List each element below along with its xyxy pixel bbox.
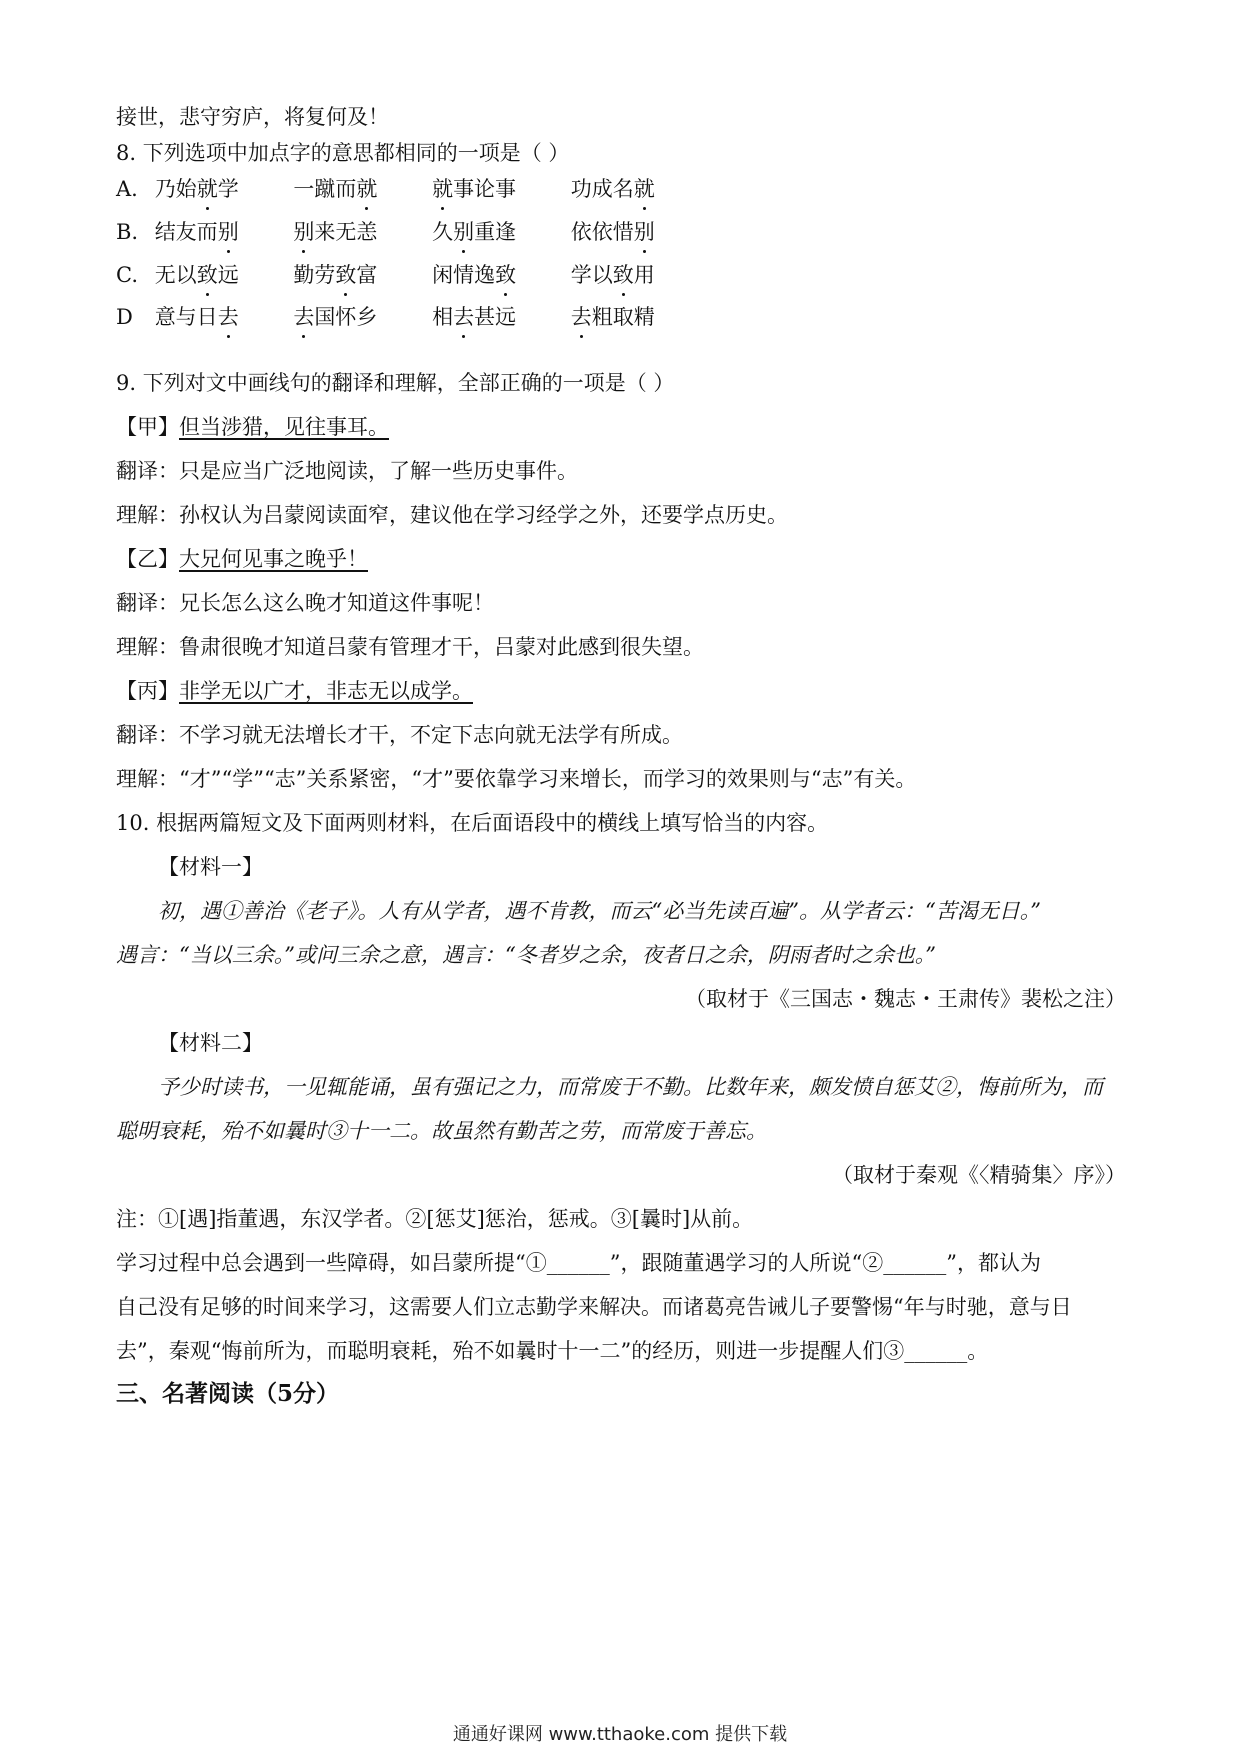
q9-yi-translation: 翻译：兄长怎么这么晚才知道这件事呢！ <box>116 591 494 615</box>
option-item: 学以致用 <box>571 260 703 290</box>
question-8-stem: 8. 下列选项中加点字的意思都相同的一项是（ ） <box>116 141 570 165</box>
q9-bing-label: 【丙】 <box>116 679 179 703</box>
q9-jia-label: 【甲】 <box>116 415 179 439</box>
option-item: 勤劳致富 <box>293 260 425 290</box>
option-item: 意与日去 <box>155 302 287 332</box>
q9-jia-sentence <box>116 412 389 442</box>
q9-jia-translation: 翻译：只是应当广泛地阅读，了解一些历史事件。 <box>116 459 578 483</box>
option-item: 去国怀乡 <box>293 302 425 332</box>
material-1-source: （取材于《三国志・魏志・王肃传》裴松之注） <box>685 987 1126 1011</box>
q9-jia-text: 但当涉猎，见往事耳。 <box>179 415 389 439</box>
q9-yi-understanding: 理解：鲁肃很晚才知道吕蒙有管理才干，吕蒙对此感到很失望。 <box>116 635 704 659</box>
material-2-line: 聪明衰耗，殆不如曩时③十一二。故虽然有勤苦之劳，而常废于善忘。 <box>116 1119 767 1143</box>
material-1-title: 【材料一】 <box>158 855 263 879</box>
fill-paragraph-line: 去”，秦观“悔前所为，而聪明衰耗，殆不如曩时十一二”的经历，则进一步提醒人们③______。 <box>116 1339 989 1363</box>
section-3-heading: 三、名著阅读（5分） <box>116 1380 340 1407</box>
option-item: 就事论事 <box>432 174 564 204</box>
option-item: 依依惜别 <box>571 217 703 247</box>
option-item: 功成名就 <box>571 174 703 204</box>
fill-paragraph-line: 自己没有足够的时间来学习，这需要人们立志勤学来解决。而诸葛亮告诫儿子要警惕“年与时驰，意与日 <box>116 1295 1072 1319</box>
question-9-stem: 9. 下列对文中画线句的翻译和理解，全部正确的一项是（ ） <box>116 371 675 395</box>
option-item: 久别重逢 <box>432 217 564 247</box>
option-label: D <box>116 305 133 329</box>
q9-bing-text: 非学无以广才，非志无以成学。 <box>179 679 473 703</box>
material-1-line: 初，遇①善治《老子》。人有从学者，遇不肯教，而云“必当先读百遍”。从学者云：“苦渴无日。” <box>158 899 1041 923</box>
option-item: 去粗取精 <box>571 302 703 332</box>
material-2-title: 【材料二】 <box>158 1031 263 1055</box>
option-label: C. <box>116 263 138 287</box>
q9-yi-sentence <box>116 544 368 574</box>
material-2-line: 予少时读书，一见辄能诵，虽有强记之力，而常废于不勤。比数年来，颇发愤自惩艾②，悔前所为，而 <box>158 1075 1103 1099</box>
material-1-line: 遇言：“当以三余。”或问三余之意，遇言：“冬者岁之余，夜者日之余，阴雨者时之余也。” <box>116 943 936 967</box>
option-item: 别来无恙 <box>293 217 425 247</box>
option-label: A. <box>116 177 138 201</box>
q9-jia-understanding: 理解：孙权认为吕蒙阅读面窄，建议他在学习经学之外，还要学点历史。 <box>116 503 788 527</box>
q8-option-c[interactable] <box>116 260 703 290</box>
option-item: 无以致远 <box>155 260 287 290</box>
option-item: 闲情逸致 <box>432 260 564 290</box>
continued-text-line: 接世，悲守穷庐，将复何及！ <box>116 105 389 129</box>
option-label: B. <box>116 220 139 244</box>
q9-bing-sentence <box>116 676 473 706</box>
fill-paragraph-line: 学习过程中总会遇到一些障碍，如吕蒙所提“①______”，跟随董遇学习的人所说“②______”，都认为 <box>116 1251 1041 1275</box>
option-item: 结友而别 <box>155 217 287 247</box>
q9-bing-translation: 翻译：不学习就无法增长才干，不定下志向就无法学有所成。 <box>116 723 683 747</box>
q8-option-a[interactable] <box>116 174 703 204</box>
q9-yi-text: 大兄何见事之晚乎！ <box>179 547 368 571</box>
material-2-source: （取材于秦观《〈精骑集〉序》） <box>832 1163 1126 1187</box>
option-item: 乃始就学 <box>155 174 287 204</box>
option-item: 相去甚远 <box>432 302 564 332</box>
question-10-stem: 10. 根据两篇短文及下面两则材料，在后面语段中的横线上填写恰当的内容。 <box>116 811 829 835</box>
q8-option-b[interactable] <box>116 217 703 247</box>
option-item: 一蹴而就 <box>293 174 425 204</box>
q9-bing-understanding: 理解：“才”“学”“志”关系紧密，“才”要依靠学习来增长，而学习的效果则与“志”有关。 <box>116 767 917 791</box>
q9-yi-label: 【乙】 <box>116 547 179 571</box>
q8-option-d[interactable] <box>116 302 703 332</box>
footnote: 注：①[遇]指董遇，东汉学者。②[惩艾]惩治，惩戒。③[曩时]从前。 <box>116 1207 754 1231</box>
page-footer: 通通好课网 www.tthaoke.com 提供下载 <box>452 1724 788 1745</box>
